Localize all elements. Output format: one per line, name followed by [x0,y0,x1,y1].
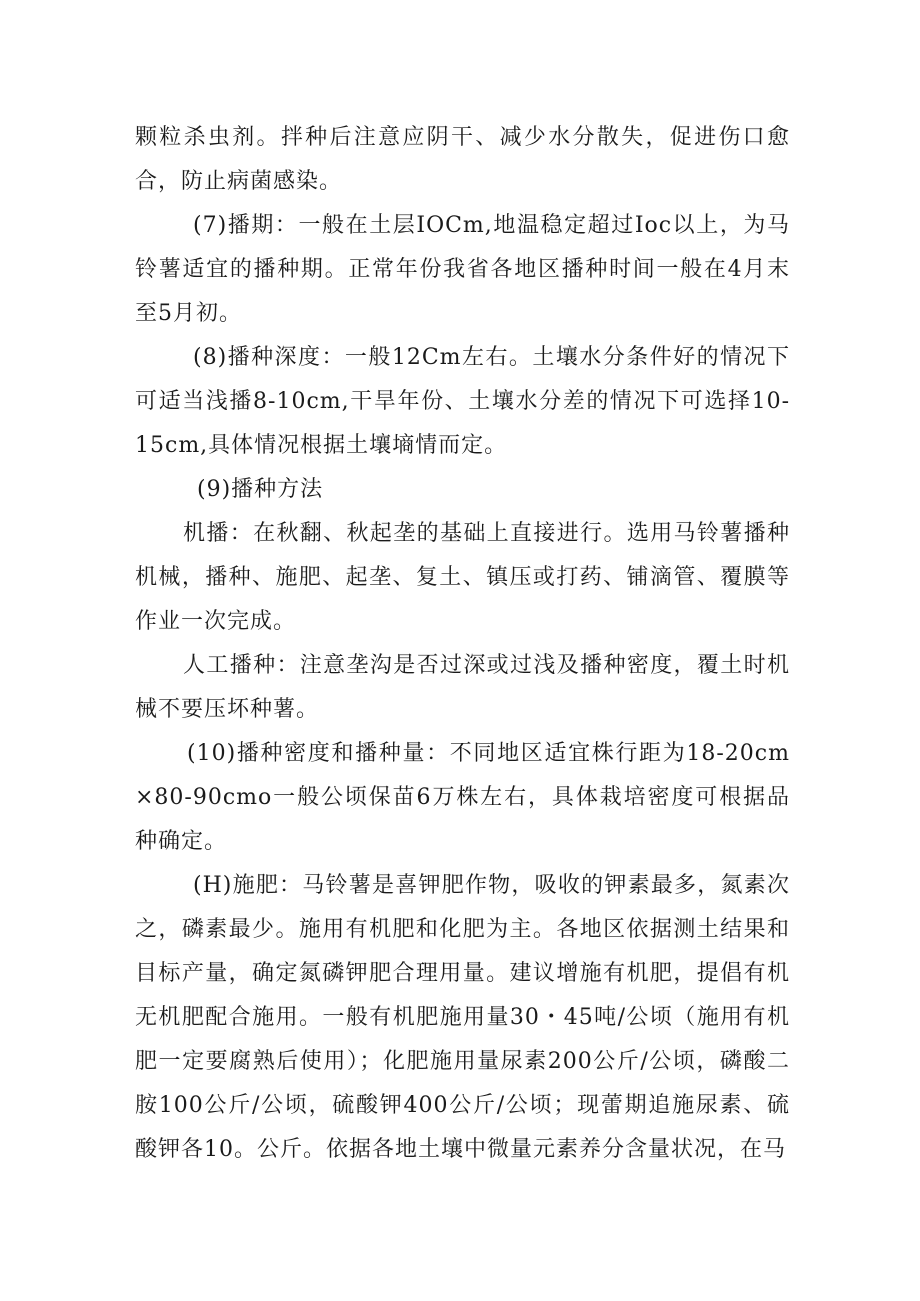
paragraph-fertilization: (H)施肥：马铃薯是喜钾肥作物，吸收的钾素最多，氮素次之，磷素最少。施用有机肥和化肥为主。各地区依据测土结果和目标产量，确定氮磷钾肥合理用量。建议增施有机肥，提倡有机无机肥配合施用。一般有机肥施用量30・45吨/公顷（施用有机肥一定要腐熟后使用）；化肥施用量尿素200公斤/公顷，磷酸二胺100公斤/公顷，硫酸钾400公斤/公顷；现蕾期追施尿素、硫酸钾各10。公斤。依据各地土壤中微量元素养分含量状况，在马 [135,873,790,1162]
paragraph-sowing-method-heading: (9)播种方法 [197,477,324,502]
paragraph-manual-sowing: 人工播种：注意垄沟是否过深或过浅及播种密度，覆土时机械不要压坏种薯。 [135,653,790,722]
paragraph-seed-treatment: 颗粒杀虫剂。拌种后注意应阴干、减少水分散失，促进伤口愈合，防止病菌感染。 [135,125,790,194]
paragraph-machine-sowing: 机播：在秋翻、秋起垄的基础上直接进行。选用马铃薯播种机械，播种、施肥、起垄、复土、镇压或打药、铺滴管、覆膜等作业一次完成。 [135,521,790,634]
paragraph-sowing-period: (7)播期：一般在土层IOCm,地温稳定超过Ioc以上，为马铃薯适宜的播种期。正常年份我省各地区播种时间一般在4月末至5月初。 [135,213,790,326]
paragraph-sowing-depth: (8)播种深度：一般12Cm左右。土壤水分条件好的情况下可适当浅播8-10cm,干旱年份、土壤水分差的情况下可选择10-15cm,具体情况根据土壤墒情而定。 [135,345,790,458]
paragraph-sowing-density: (10)播种密度和播种量：不同地区适宜株行距为18-20cm×80-90cmo一般公顷保苗6万株左右，具体栽培密度可根据品种确定。 [135,741,790,854]
